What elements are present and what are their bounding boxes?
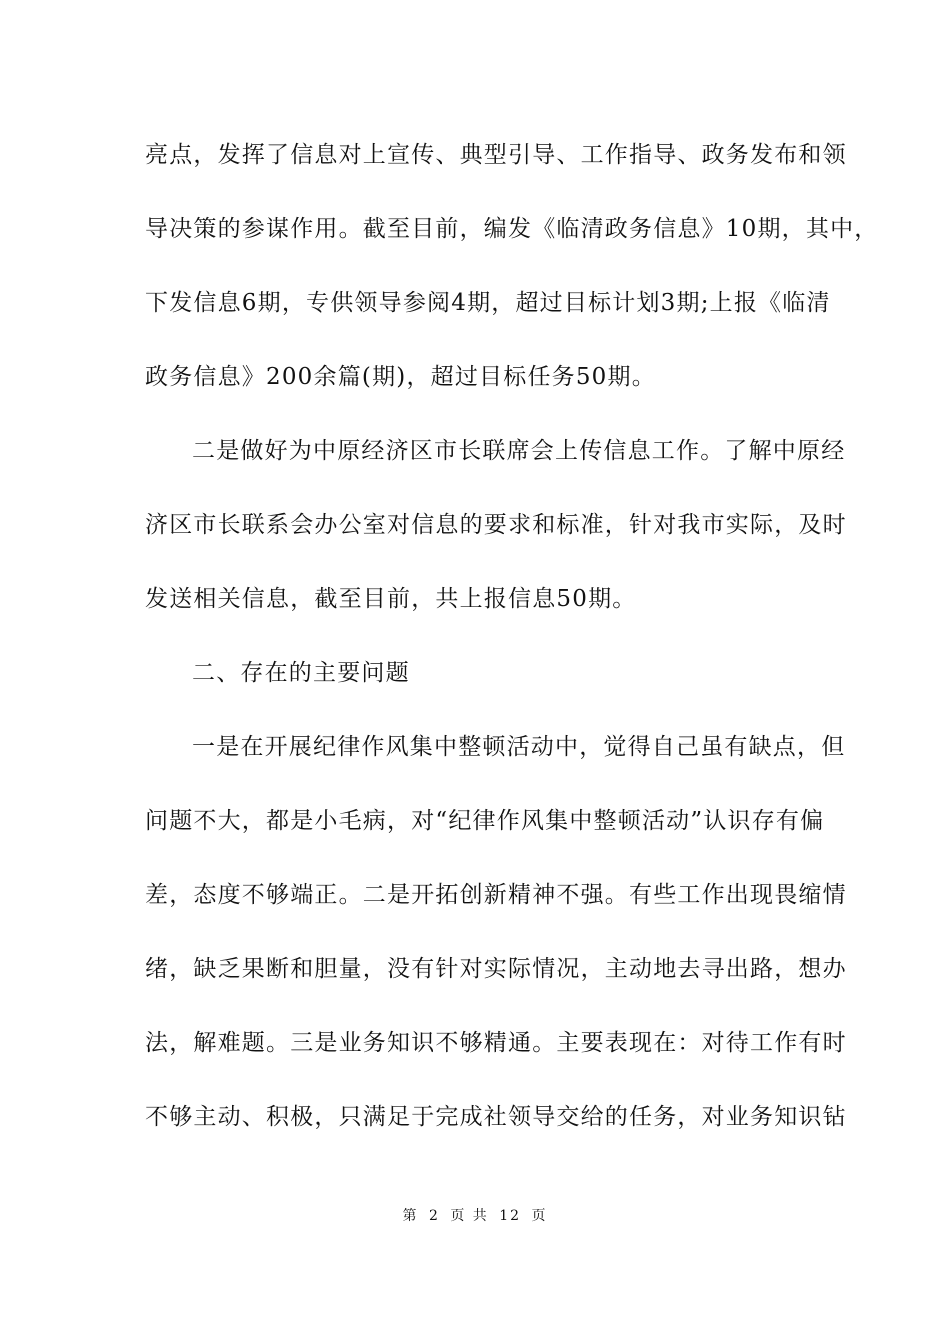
- text-line-12: 绪，缺乏果断和胆量，没有针对实际情况，主动地去寻出路，想办: [145, 956, 847, 982]
- text-line-6: 济区市长联系会办公室对信息的要求和标准，针对我市实际，及时: [145, 512, 847, 538]
- footer-suffix: 页: [531, 1208, 548, 1224]
- footer-page-number: 2: [428, 1208, 440, 1224]
- text-line-11: 差，态度不够端正。二是开拓创新精神不强。有些工作出现畏缩情: [145, 882, 847, 908]
- text-line-3: 下发信息6期，专供领导参阅4期，超过目标计划3期;上报《临清: [145, 290, 831, 316]
- section-heading: 二、存在的主要问题: [192, 660, 410, 686]
- text-line-4: 政务信息》200余篇(期)，超过目标任务50期。: [145, 364, 656, 390]
- text-line-7: 发送相关信息，截至目前，共上报信息50期。: [145, 586, 637, 612]
- text-line-10: 问题不大，都是小毛病，对“纪律作风集中整顿活动”认识存有偏: [145, 808, 825, 834]
- paragraph-start-3: 一是在开展纪律作风集中整顿活动中，觉得自己虽有缺点，但: [192, 734, 846, 760]
- text-line-1: 亮点，发挥了信息对上宣传、典型引导、工作指导、政务发布和领: [145, 142, 847, 168]
- footer-mid: 页 共: [450, 1208, 489, 1224]
- paragraph-start-2: 二是做好为中原经济区市长联席会上传信息工作。了解中原经: [192, 438, 846, 464]
- text-line-14: 不够主动、积极，只满足于完成社领导交给的任务，对业务知识钻: [145, 1104, 847, 1130]
- footer-total-pages: 12: [499, 1208, 522, 1224]
- footer-prefix: 第: [402, 1208, 419, 1224]
- text-line-2: 导决策的参谋作用。截至目前，编发《临清政务信息》10期，其中，: [145, 216, 879, 242]
- page-footer: [0, 1206, 950, 1226]
- text-line-13: 法，解难题。三是业务知识不够精通。主要表现在：对待工作有时: [145, 1030, 847, 1056]
